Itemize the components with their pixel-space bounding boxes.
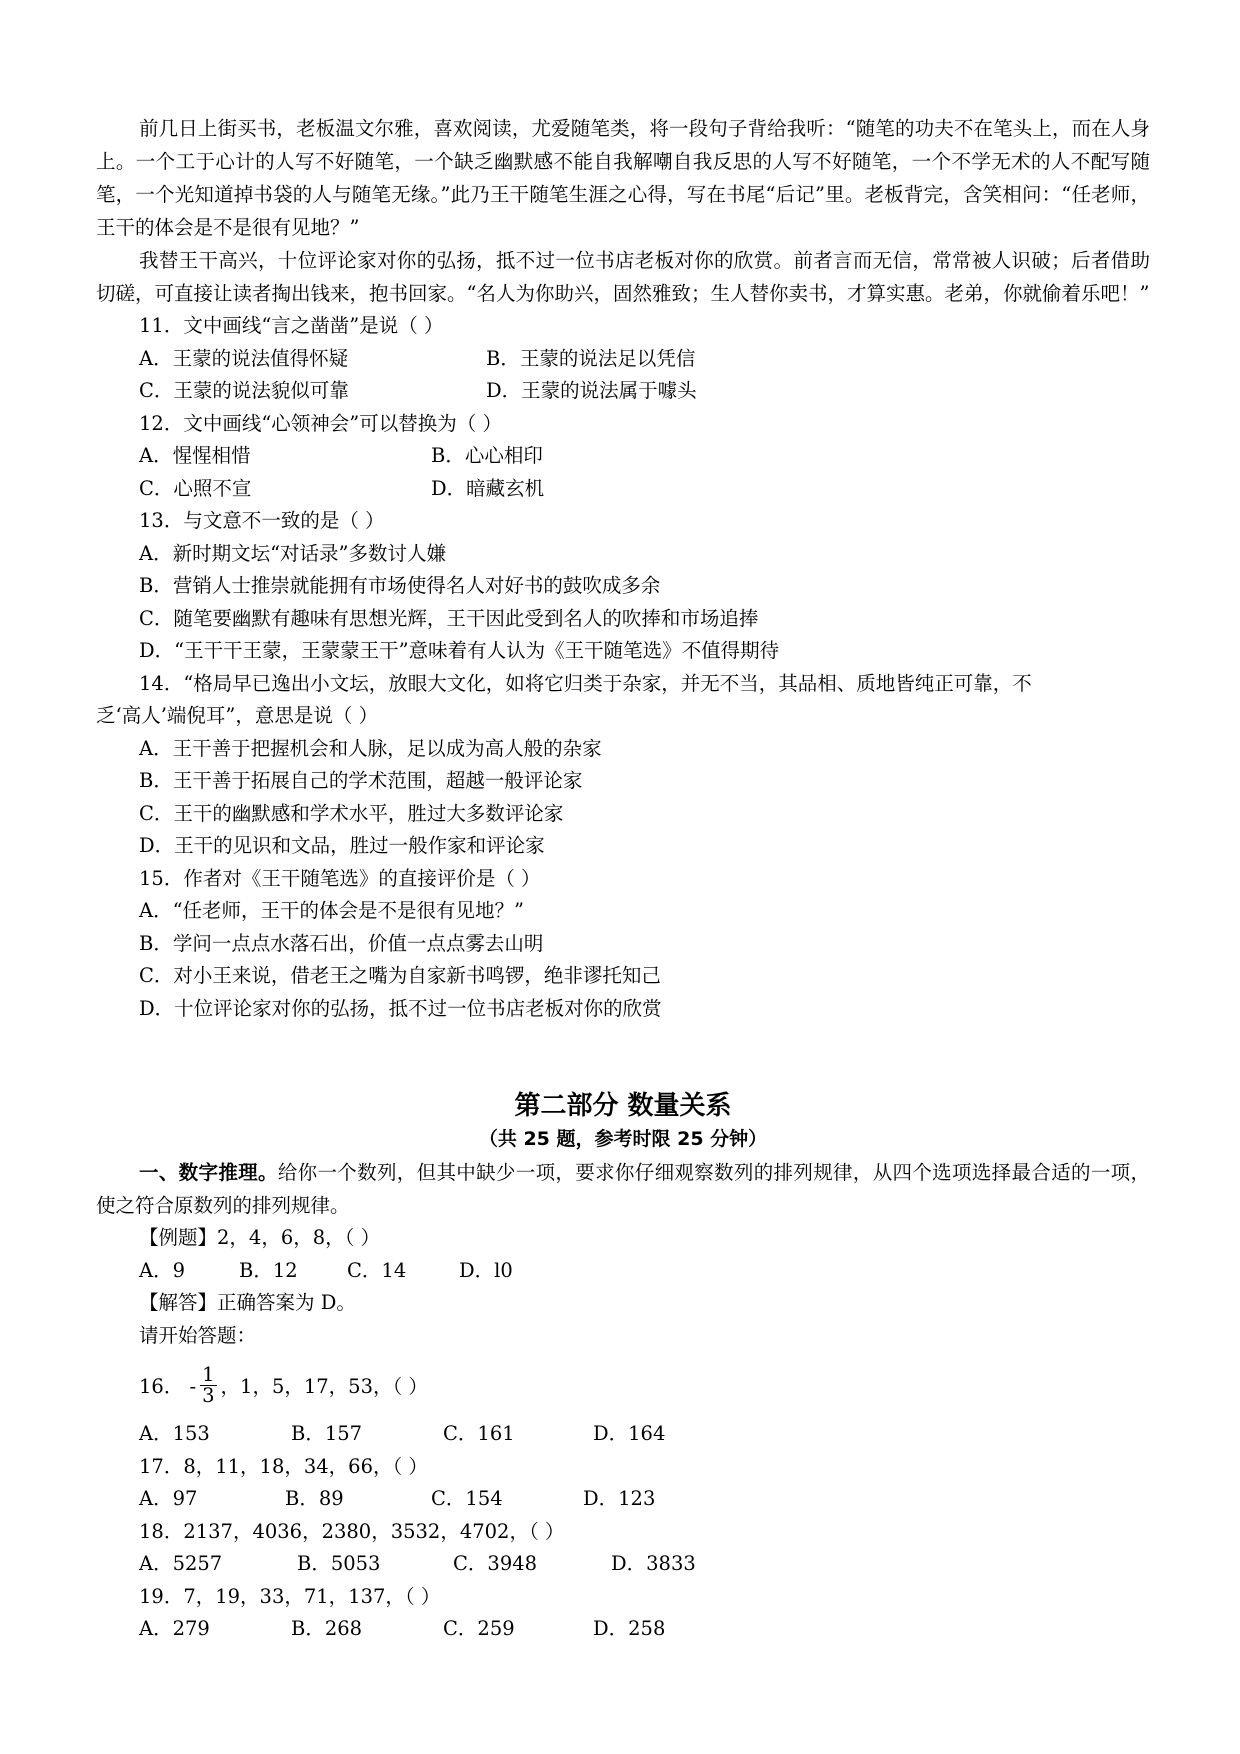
option-b: B．王干善于拓展自己的学术范围，超越一般评论家	[139, 769, 583, 792]
question-18-options	[96, 1548, 1150, 1581]
question-19-stem: 19．7，19，33，71，137，（ ）	[139, 1584, 441, 1608]
section-title: 第二部分 数量关系	[514, 1091, 732, 1121]
numeric-reasoning-section	[96, 1156, 1150, 1646]
option-b: B．268	[291, 1617, 363, 1640]
question-12-stem: 12．文中画线“心领神会”可以替换为（ ）	[139, 411, 502, 435]
option-d: D．164	[593, 1422, 666, 1445]
option-d: D．十位评论家对你的弘扬，抵不过一位书店老板对你的欣赏	[139, 996, 662, 1020]
question-17-stem: 17．8，11，18，34，66，（ ）	[139, 1454, 428, 1478]
instructions	[96, 1156, 1150, 1222]
option-d: D．王干的见识和文品，胜过一般作家和评论家	[139, 834, 545, 857]
question-16-options	[96, 1418, 1150, 1451]
example-options	[96, 1255, 1150, 1288]
option-b: B．学问一点点水落石出，价值一点点雾去山明	[139, 931, 544, 955]
passage-paragraph-2: 我替王干高兴，十位评论家对你的弘扬，抵不过一位书店老板对你的欣赏。前者言而无信，常常被人识破；后者借助切磋，可直接让读者掏出钱来，抱书回家。“名人为你助兴，固然雅致；生人替你卖书，才算实惠。老弟，你就偷着乐吧！”	[96, 249, 1150, 305]
option-d: D．“王干干王蒙，王蒙蒙王干”意味着有人认为《王干随笔选》不值得期待	[139, 639, 780, 662]
option-c: C．随笔要幽默有趣味有思想光辉，王干因此受到名人的吹捧和市场追捧	[139, 606, 759, 630]
option-c: C．王干的幽默感和学术水平，胜过大多数评论家	[139, 801, 564, 825]
question-11-options-row1	[96, 343, 1150, 376]
option-d: D．123	[583, 1487, 656, 1510]
option-b: B．5053	[297, 1552, 381, 1575]
passage-paragraph-1: 前几日上街买书，老板温文尔雅，喜欢阅读，尤爱随笔类，将一段句子背给我听：“随笔的功夫不在笔头上，而在人身上。一个工于心计的人写不好随笔，一个缺乏幽默感不能自我解嘲自我反思的人写不好随笔，一个不学无术的人不配写随笔，一个光知道掉书袋的人与随笔无缘。”此乃王干随笔生涯之心得，写在书尾“后记”里。老板背完，含笑相问：“任老师，王干的体会是不是很有见地？”	[96, 117, 1150, 239]
instructions-text: 给你一个数列，但其中缺少一项，要求你仔细观察数列的排列规律，从四个选项选择最合适的一项，使之符合原数列的排列规律。	[96, 1161, 1150, 1217]
fraction-numerator: 1	[202, 1362, 215, 1386]
question-16-suffix: ，1，5，17，53，（ ）	[220, 1375, 428, 1398]
option-a: A．5257	[139, 1552, 223, 1575]
fraction-denominator: 3	[202, 1383, 215, 1407]
question-16-stem	[96, 1352, 1150, 1418]
option-c: C．3948	[453, 1552, 538, 1575]
question-13-stem: 13．与文意不一致的是（ ）	[139, 509, 385, 532]
question-17-options	[96, 1483, 1150, 1516]
option-b: B．心心相印	[431, 444, 543, 467]
example-stem: 【例题】2，4，6，8，（ ）	[139, 1226, 381, 1249]
question-16-prefix: 16． -	[139, 1375, 197, 1398]
option-a: A．279	[139, 1617, 210, 1640]
option-c: C．对小王来说，借老王之嘴为自家新书鸣锣，绝非谬托知己	[139, 964, 661, 987]
option-a: A．97	[139, 1487, 198, 1510]
option-a: A．新时期文坛“对话录”多数讨人嫌	[139, 541, 447, 565]
option-b: B．157	[291, 1422, 363, 1445]
option-d: D．3833	[611, 1552, 696, 1575]
option-c: C．161	[443, 1422, 515, 1445]
option-b: B．王蒙的说法足以凭信	[486, 346, 696, 370]
example-answer: 【解答】正确答案为 D。	[139, 1291, 356, 1314]
question-14-stem-line1: 14．“格局早已逸出小文坛，放眼大文化，如将它归类于杂家，并无不当，其品相、质地皆纯正可靠，不	[139, 671, 1032, 695]
fraction	[200, 1362, 216, 1407]
section-subtitle: （共 25 题，参考时限 25 分钟）	[478, 1128, 768, 1150]
question-11-options-row2	[96, 375, 1150, 408]
option-b: B．营销人士推崇就能拥有市场使得名人对好书的鼓吹成多余	[139, 574, 661, 597]
option-d: D．王蒙的说法属于噱头	[486, 379, 697, 402]
option-c: C．154	[431, 1487, 503, 1510]
option-a: A．153	[139, 1422, 210, 1445]
option-b: B．12	[239, 1258, 298, 1282]
option-a: A．王干善于把握机会和人脉，足以成为高人般的杂家	[139, 736, 602, 760]
instructions-lead: 一、数字推理。	[139, 1161, 278, 1184]
option-d: D．258	[593, 1617, 666, 1640]
option-c: C．14	[347, 1258, 407, 1282]
option-a: A．9	[139, 1258, 185, 1282]
question-12-options-row2	[96, 473, 1150, 506]
start-prompt: 请开始答题：	[139, 1323, 257, 1347]
question-19-options	[96, 1613, 1150, 1646]
option-c: C．王蒙的说法貌似可靠	[139, 379, 349, 402]
option-a: A．惺惺相惜	[139, 444, 251, 467]
question-15-stem: 15．作者对《王干随笔选》的直接评价是（ ）	[139, 866, 541, 890]
option-b: B．89	[285, 1487, 344, 1510]
option-c: C．心照不宣	[139, 476, 252, 500]
question-12-options-row1	[96, 440, 1150, 473]
option-a: A．王蒙的说法值得怀疑	[139, 346, 349, 370]
option-d: D．l0	[459, 1258, 513, 1282]
question-14-stem-line2: 乏‘高人’端倪耳”，意思是说（ ）	[96, 704, 379, 727]
question-11-stem: 11．文中画线“言之凿凿”是说（ ）	[139, 314, 444, 337]
option-a: A．“任老师，王干的体会是不是很有见地？”	[139, 899, 525, 922]
option-d: D．暗藏玄机	[431, 476, 545, 500]
question-18-stem: 18．2137，4036，2380，3532，4702，（ ）	[139, 1519, 565, 1543]
option-c: C．259	[443, 1617, 515, 1640]
passage-and-questions	[96, 112, 1150, 1025]
